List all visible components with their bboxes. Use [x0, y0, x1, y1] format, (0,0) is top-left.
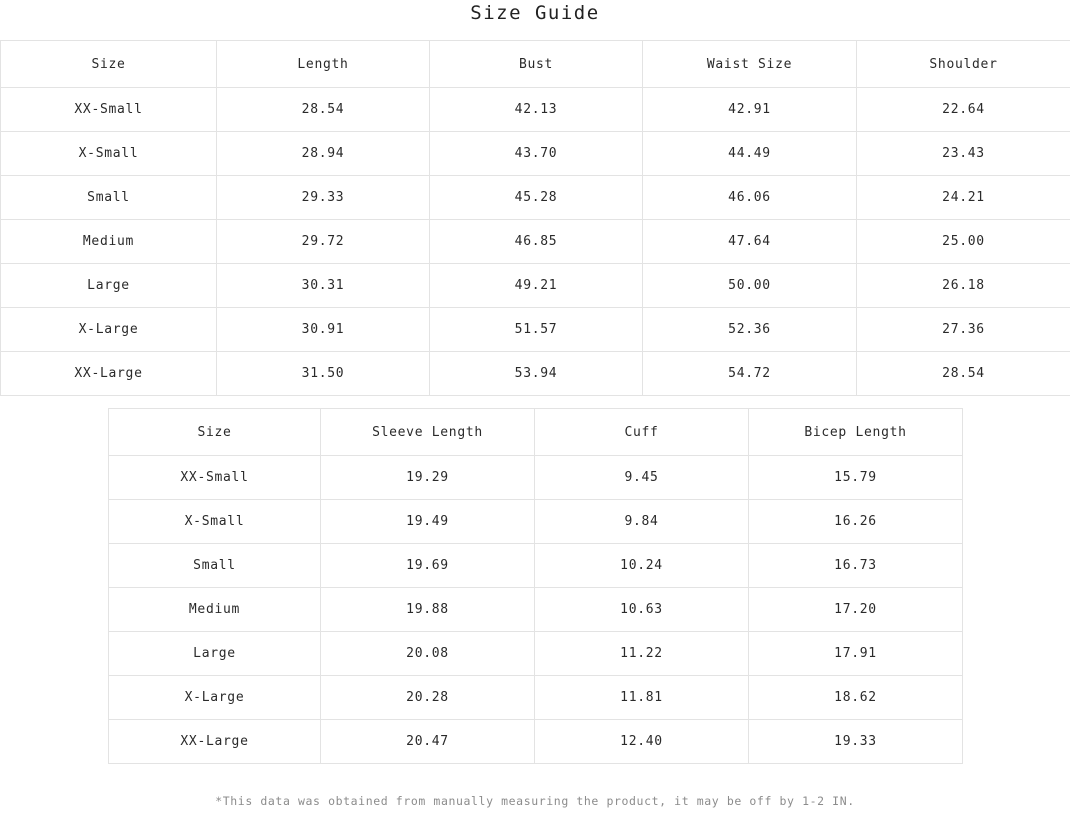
- cell-size: XX-Large: [1, 352, 217, 396]
- page-title: Size Guide: [470, 2, 600, 24]
- cell-sleeve-length: 20.08: [321, 632, 535, 676]
- cell-size: Large: [109, 632, 321, 676]
- table-row: [1, 132, 1070, 176]
- cell-bicep-length: 16.26: [749, 500, 963, 544]
- cell-length: 28.54: [217, 88, 430, 132]
- cell-cuff: 11.22: [535, 632, 749, 676]
- cell-bust: 51.57: [430, 308, 643, 352]
- cell-shoulder: 23.43: [857, 132, 1070, 176]
- table-header-row: [109, 409, 963, 456]
- cell-bust: 49.21: [430, 264, 643, 308]
- cell-cuff: 11.81: [535, 676, 749, 720]
- cell-bust: 42.13: [430, 88, 643, 132]
- table-row: [1, 176, 1070, 220]
- cell-bust: 53.94: [430, 352, 643, 396]
- table-row: [109, 632, 963, 676]
- cell-cuff: 9.45: [535, 456, 749, 500]
- cell-length: 29.33: [217, 176, 430, 220]
- cell-bicep-length: 18.62: [749, 676, 963, 720]
- table-body: [1, 88, 1070, 396]
- cell-size: Medium: [1, 220, 217, 264]
- cell-size: XX-Small: [1, 88, 217, 132]
- column-header-shoulder: Shoulder: [857, 41, 1070, 88]
- cell-sleeve-length: 19.88: [321, 588, 535, 632]
- cell-size: X-Large: [109, 676, 321, 720]
- cell-size: Small: [109, 544, 321, 588]
- table-row: [109, 720, 963, 764]
- cell-waist-size: 44.49: [643, 132, 857, 176]
- cell-size: Medium: [109, 588, 321, 632]
- table-row: [1, 88, 1070, 132]
- cell-size: X-Small: [109, 500, 321, 544]
- cell-cuff: 9.84: [535, 500, 749, 544]
- table-row: [1, 220, 1070, 264]
- cell-bicep-length: 17.91: [749, 632, 963, 676]
- cell-bust: 46.85: [430, 220, 643, 264]
- column-header-cuff: Cuff: [535, 409, 749, 456]
- cell-length: 29.72: [217, 220, 430, 264]
- cell-sleeve-length: 20.28: [321, 676, 535, 720]
- cell-waist-size: 50.00: [643, 264, 857, 308]
- column-header-bust: Bust: [430, 41, 643, 88]
- cell-sleeve-length: 20.47: [321, 720, 535, 764]
- table-header-row: [1, 41, 1070, 88]
- cell-shoulder: 22.64: [857, 88, 1070, 132]
- cell-size: Large: [1, 264, 217, 308]
- table-row: [109, 456, 963, 500]
- column-header-bicep-length: Bicep Length: [749, 409, 963, 456]
- column-header-sleeve-length: Sleeve Length: [321, 409, 535, 456]
- cell-waist-size: 46.06: [643, 176, 857, 220]
- cell-size: X-Large: [1, 308, 217, 352]
- column-header-length: Length: [217, 41, 430, 88]
- cell-bicep-length: 16.73: [749, 544, 963, 588]
- measurement-disclaimer: *This data was obtained from manually measuring the product, it may be off by 1-2 IN.: [215, 794, 855, 808]
- table-body: [109, 456, 963, 764]
- cell-waist-size: 47.64: [643, 220, 857, 264]
- cell-cuff: 10.63: [535, 588, 749, 632]
- cell-length: 30.31: [217, 264, 430, 308]
- cell-shoulder: 24.21: [857, 176, 1070, 220]
- cell-bust: 43.70: [430, 132, 643, 176]
- cell-waist-size: 54.72: [643, 352, 857, 396]
- sleeve-measurements-table: [108, 408, 963, 764]
- cell-size: Small: [1, 176, 217, 220]
- cell-sleeve-length: 19.49: [321, 500, 535, 544]
- table-row: [109, 544, 963, 588]
- table-header: [1, 41, 1070, 88]
- cell-sleeve-length: 19.29: [321, 456, 535, 500]
- table-row: [109, 500, 963, 544]
- body-measurements-table: [0, 40, 1070, 396]
- column-header-size: Size: [109, 409, 321, 456]
- table-row: [109, 588, 963, 632]
- table-row: [1, 352, 1070, 396]
- cell-bicep-length: 15.79: [749, 456, 963, 500]
- cell-shoulder: 25.00: [857, 220, 1070, 264]
- column-header-size: Size: [1, 41, 217, 88]
- table-row: [1, 308, 1070, 352]
- cell-shoulder: 26.18: [857, 264, 1070, 308]
- cell-shoulder: 27.36: [857, 308, 1070, 352]
- table-row: [1, 264, 1070, 308]
- cell-waist-size: 42.91: [643, 88, 857, 132]
- cell-length: 31.50: [217, 352, 430, 396]
- cell-bust: 45.28: [430, 176, 643, 220]
- table-row: [109, 676, 963, 720]
- column-header-waist-size: Waist Size: [643, 41, 857, 88]
- table-header: [109, 409, 963, 456]
- cell-length: 28.94: [217, 132, 430, 176]
- cell-waist-size: 52.36: [643, 308, 857, 352]
- cell-size: XX-Small: [109, 456, 321, 500]
- cell-bicep-length: 19.33: [749, 720, 963, 764]
- cell-size: X-Small: [1, 132, 217, 176]
- cell-size: XX-Large: [109, 720, 321, 764]
- cell-length: 30.91: [217, 308, 430, 352]
- cell-cuff: 12.40: [535, 720, 749, 764]
- cell-cuff: 10.24: [535, 544, 749, 588]
- cell-sleeve-length: 19.69: [321, 544, 535, 588]
- cell-shoulder: 28.54: [857, 352, 1070, 396]
- cell-bicep-length: 17.20: [749, 588, 963, 632]
